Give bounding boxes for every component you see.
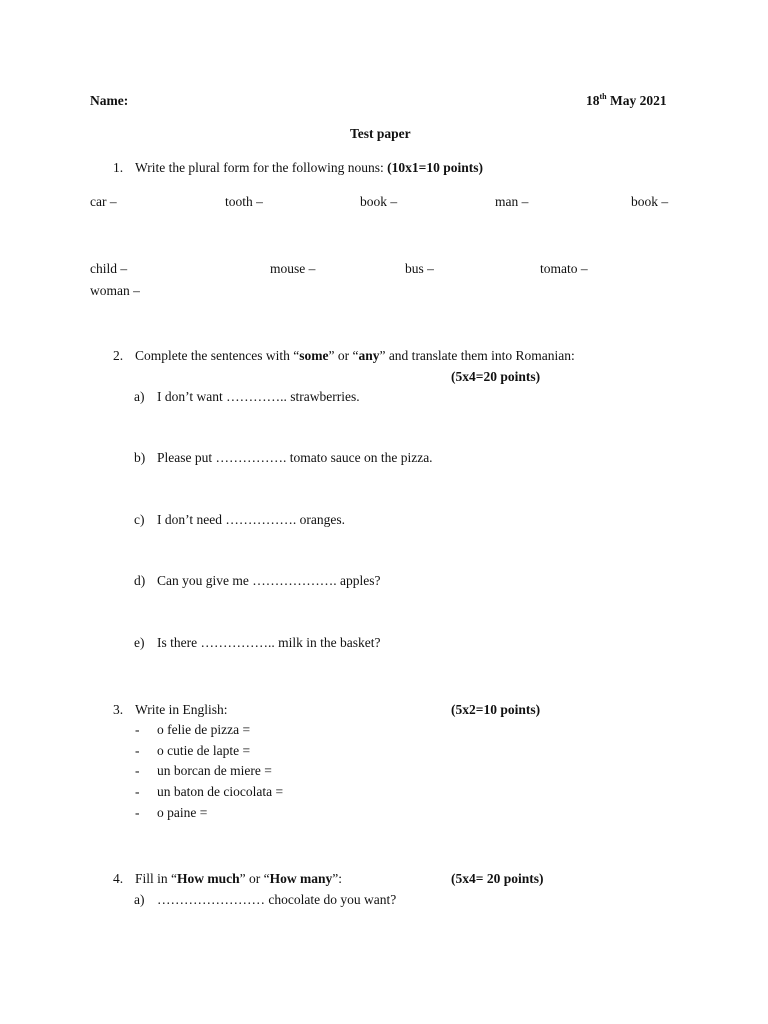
noun-item: child – <box>90 261 128 276</box>
date-day: 18 <box>586 93 600 108</box>
noun-item: book – <box>631 194 669 209</box>
q2-item-letter: c) <box>134 512 145 527</box>
q3-item-text: un baton de ciocolata = <box>157 784 284 799</box>
q4-text-part: ”: <box>332 871 343 886</box>
q2-item-letter: e) <box>134 635 145 650</box>
q3-item-text: un borcan de miere = <box>157 763 272 778</box>
q2-item-text: I don’t need ……………. oranges. <box>157 512 345 527</box>
q4-item-text: …………………… chocolate do you want? <box>157 892 397 907</box>
q3-bullet: - <box>135 763 140 778</box>
q4-how-much-word: How much <box>177 871 240 886</box>
noun-item: bus – <box>405 261 434 276</box>
q1-instruction <box>135 161 483 175</box>
q3-bullet: - <box>135 743 140 758</box>
q2-number: 2. <box>113 348 124 363</box>
q4-text-part: ” or “ <box>239 871 270 886</box>
q2-some-word: some <box>299 348 329 363</box>
q3-instruction: Write in English: <box>135 702 228 717</box>
q1-text: Write the plural form for the following nouns: <box>135 160 388 175</box>
name-label: Name: <box>90 93 129 108</box>
date-rest: May 2021 <box>606 93 667 108</box>
q3-item-text: o paine = <box>157 805 208 820</box>
noun-item: tomato – <box>540 261 588 276</box>
q4-number: 4. <box>113 871 124 886</box>
noun-item: car – <box>90 194 117 209</box>
noun-item: tooth – <box>225 194 263 209</box>
q2-text-part: ” and translate them into Romanian: <box>379 348 575 363</box>
q2-text-part: ” or “ <box>328 348 359 363</box>
q2-item-text: Can you give me ………………. apples? <box>157 573 381 588</box>
q2-text-part: Complete the sentences with “ <box>135 348 300 363</box>
page-title: Test paper <box>350 126 411 141</box>
q2-points: (5x4=20 points) <box>451 369 541 384</box>
q3-points: (5x2=10 points) <box>451 702 541 717</box>
q4-instruction <box>135 872 342 886</box>
q2-item-text: Please put ……………. tomato sauce on the pizza. <box>157 450 433 465</box>
q2-item-letter: a) <box>134 389 145 404</box>
q3-number: 3. <box>113 702 124 717</box>
q4-points: (5x4= 20 points) <box>451 871 544 886</box>
date <box>586 91 667 108</box>
noun-item: woman – <box>90 283 140 298</box>
date-suffix: th <box>599 91 607 101</box>
q3-bullet: - <box>135 805 140 820</box>
q2-item-letter: b) <box>134 450 146 465</box>
noun-item: mouse – <box>270 261 316 276</box>
q1-points: (10x1=10 points) <box>387 160 483 175</box>
q2-item-text: I don’t want ………….. strawberries. <box>157 389 360 404</box>
q3-item-text: o cutie de lapte = <box>157 743 251 758</box>
q3-bullet: - <box>135 784 140 799</box>
q4-text-part: Fill in “ <box>135 871 178 886</box>
q2-item-letter: d) <box>134 573 146 588</box>
q3-bullet: - <box>135 722 140 737</box>
noun-item: man – <box>495 194 529 209</box>
q2-any-word: any <box>358 348 380 363</box>
q4-item-letter: a) <box>134 892 145 907</box>
noun-item: book – <box>360 194 398 209</box>
q2-instruction <box>135 349 575 363</box>
q3-item-text: o felie de pizza = <box>157 722 251 737</box>
q4-how-many-word: How many <box>269 871 333 886</box>
q1-number: 1. <box>113 160 124 175</box>
q2-item-text: Is there …………….. milk in the basket? <box>157 635 381 650</box>
